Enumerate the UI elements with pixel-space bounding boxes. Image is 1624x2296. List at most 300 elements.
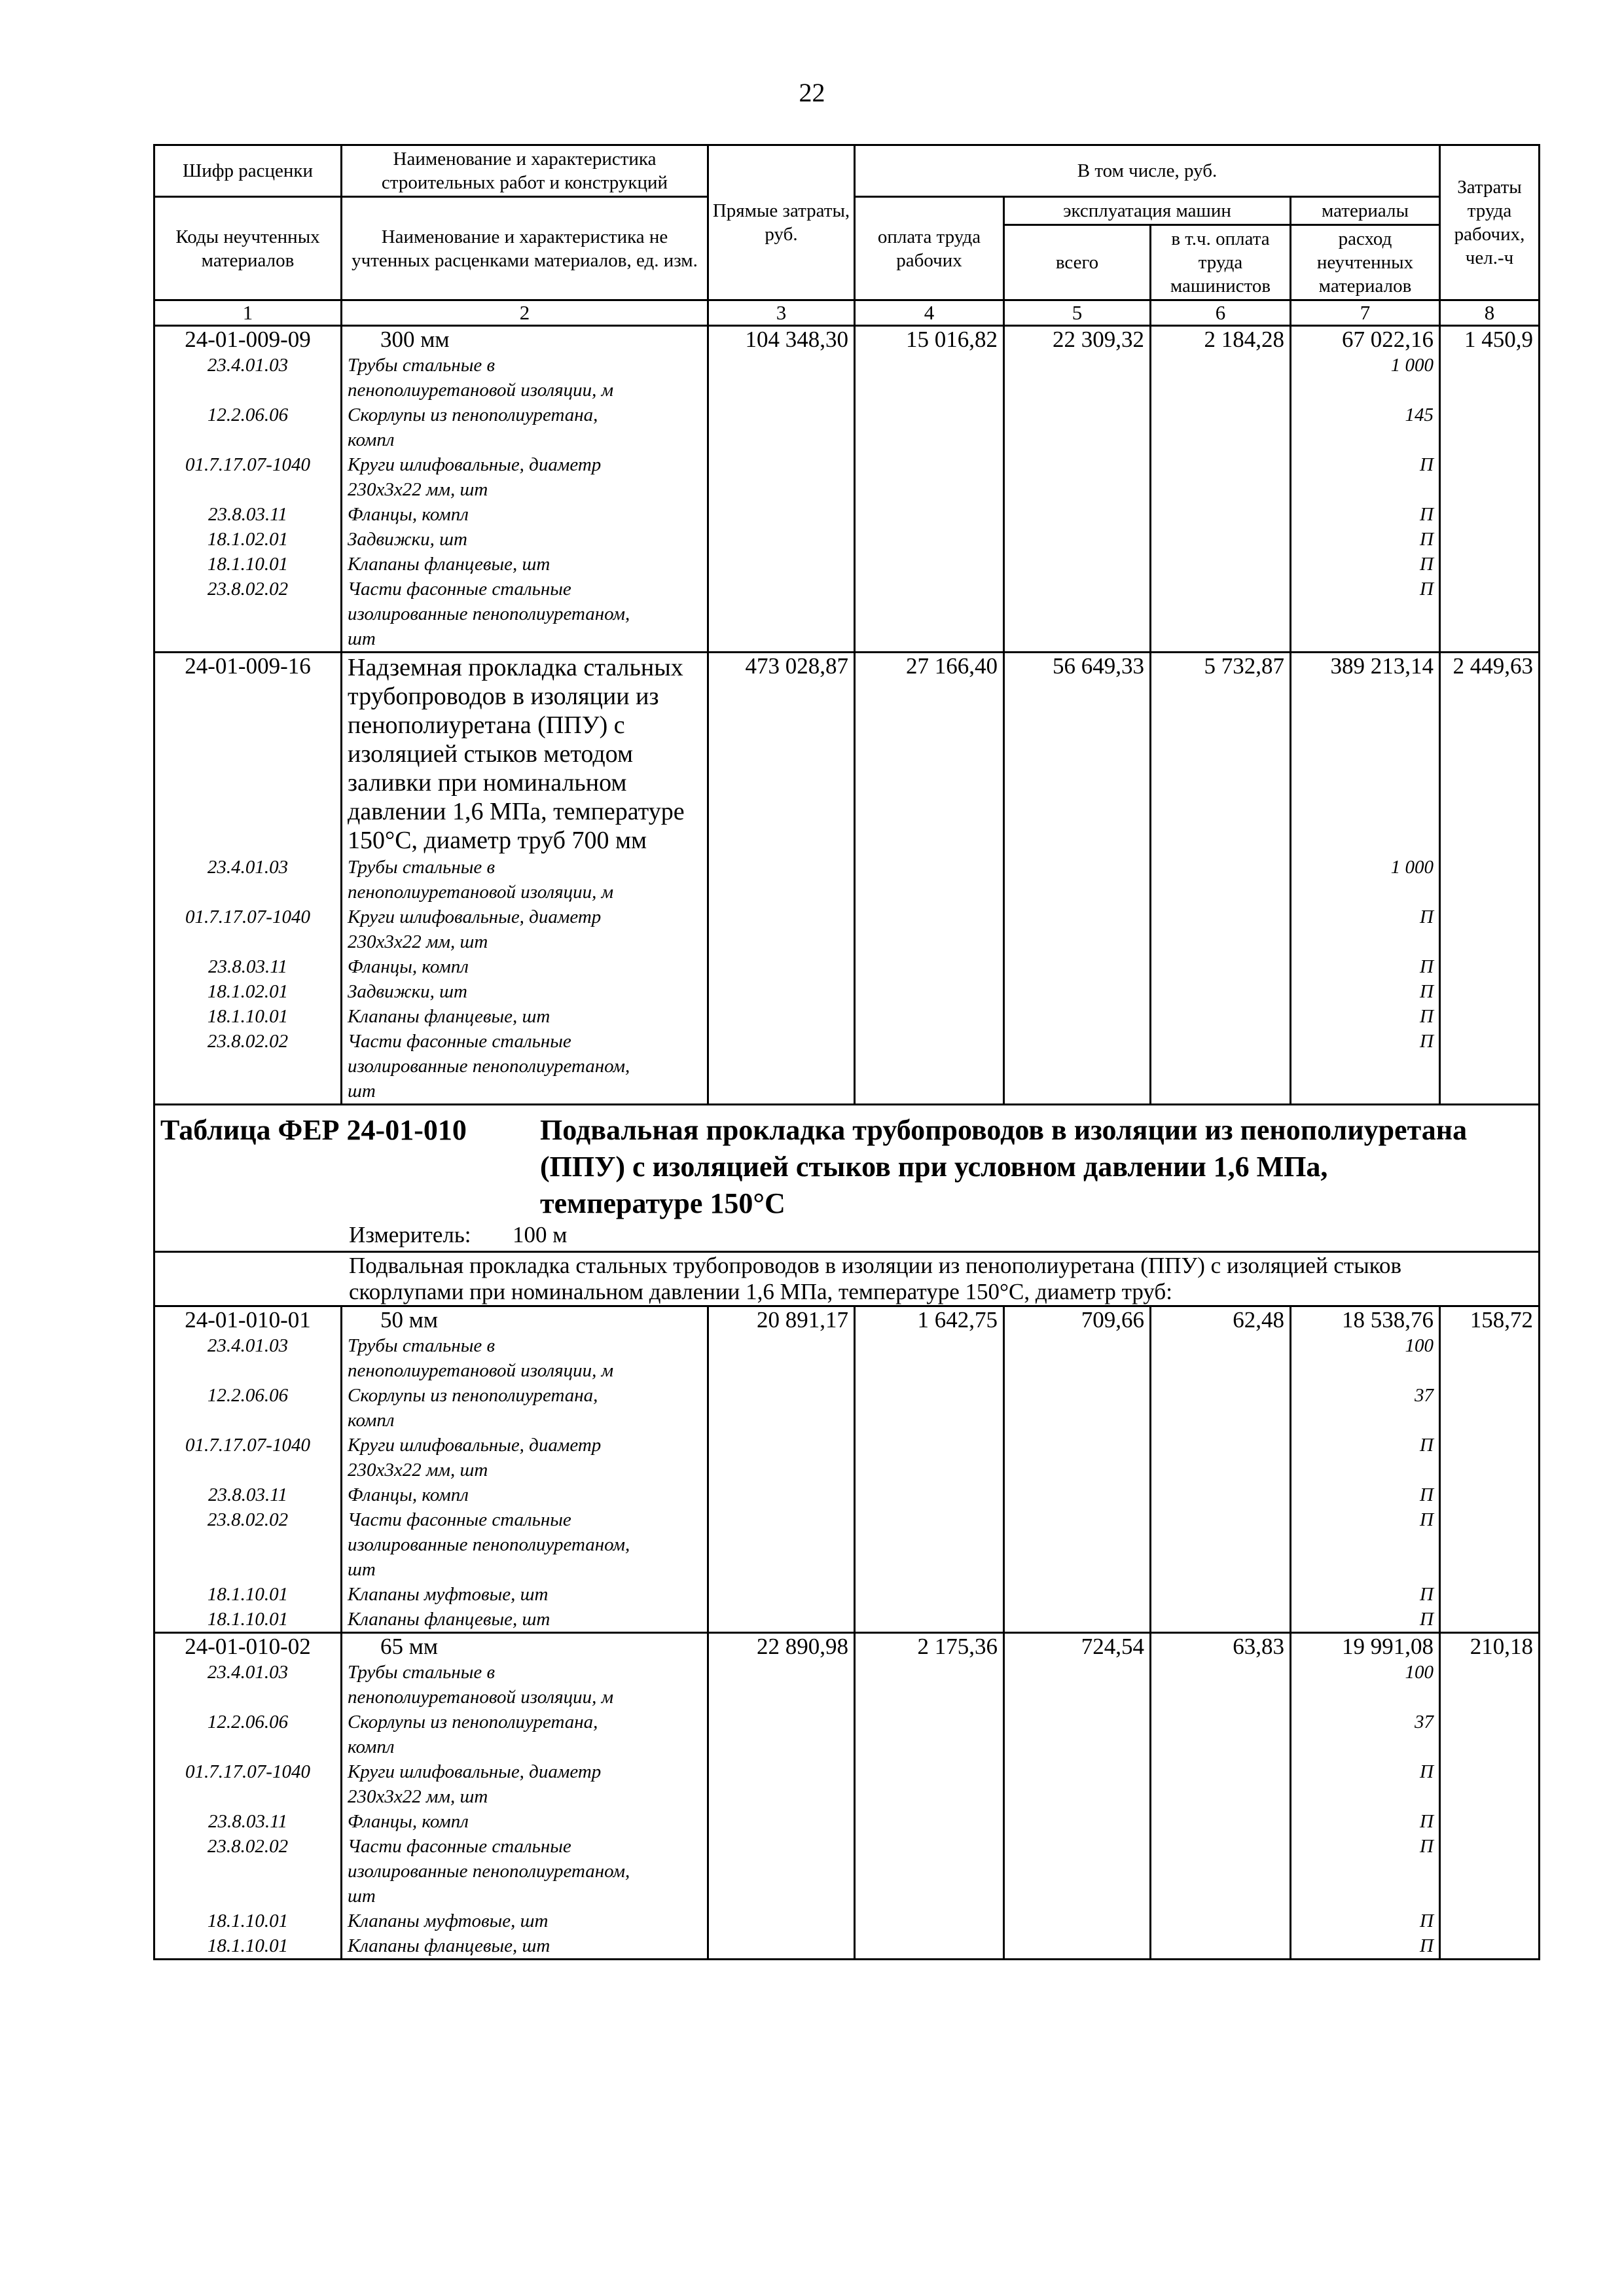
empty-cell — [1151, 855, 1291, 905]
empty-cell — [855, 1607, 1004, 1633]
machines-total: 56 649,33 — [1004, 653, 1151, 855]
header-machines-total: всего — [1004, 225, 1151, 300]
empty-cell — [1004, 552, 1151, 577]
empty-cell — [1440, 979, 1540, 1004]
material-row — [154, 1507, 1540, 1582]
table-description: Подвальная прокладка стальных трубопроводов в изоляции из пенополиуретана (ППУ) с изоляцией стыков скорлупами при номинальном давлении 1,6 МПа, температуре 150°С, диаметр труб: — [154, 1252, 1540, 1306]
material-code: 23.4.01.03 — [154, 353, 342, 403]
empty-cell — [708, 502, 855, 527]
material-code: 23.8.02.02 — [154, 1507, 342, 1582]
empty-cell — [1004, 1834, 1151, 1909]
material-name: Задвижки, шт — [342, 527, 708, 552]
empty-cell — [1151, 353, 1291, 403]
empty-cell — [855, 1004, 1004, 1029]
column-number: 7 — [1291, 300, 1440, 326]
empty-cell — [1004, 353, 1151, 403]
empty-cell — [1004, 855, 1151, 905]
header-machines: эксплуатация машин — [1004, 197, 1291, 225]
empty-cell — [708, 979, 855, 1004]
empty-cell — [1151, 577, 1291, 653]
material-code: 23.8.02.02 — [154, 1834, 342, 1909]
material-row — [154, 1482, 1540, 1507]
empty-cell — [1440, 527, 1540, 552]
material-qty: 100 — [1291, 1333, 1440, 1383]
direct-cost: 473 028,87 — [708, 653, 855, 855]
rate-row — [154, 653, 1540, 855]
material-name: Круги шлифовальные, диаметр 230х3х22 мм, шт — [342, 1759, 708, 1809]
empty-cell — [855, 1710, 1004, 1759]
material-qty: 145 — [1291, 403, 1440, 452]
material-qty: 100 — [1291, 1660, 1440, 1710]
empty-cell — [855, 954, 1004, 979]
empty-cell — [1151, 1710, 1291, 1759]
material-code: 23.8.03.11 — [154, 1482, 342, 1507]
empty-cell — [708, 1834, 855, 1909]
rate-code: 24-01-009-16 — [154, 653, 342, 855]
empty-cell — [708, 905, 855, 954]
empty-cell — [1151, 452, 1291, 502]
empty-cell — [1004, 1582, 1151, 1607]
material-qty: П — [1291, 1029, 1440, 1105]
labor-cost: 27 166,40 — [855, 653, 1004, 855]
empty-cell — [1440, 1582, 1540, 1607]
empty-cell — [1440, 1383, 1540, 1433]
material-row — [154, 403, 1540, 452]
material-name: Клапаны фланцевые, шт — [342, 1004, 708, 1029]
material-code: 23.8.02.02 — [154, 1029, 342, 1105]
material-qty: П — [1291, 1004, 1440, 1029]
empty-cell — [1440, 1933, 1540, 1960]
empty-cell — [1151, 1607, 1291, 1633]
empty-cell — [1004, 502, 1151, 527]
empty-cell — [1004, 954, 1151, 979]
material-code: 18.1.10.01 — [154, 1933, 342, 1960]
empty-cell — [855, 905, 1004, 954]
material-qty: П — [1291, 577, 1440, 653]
empty-cell — [1151, 527, 1291, 552]
direct-cost: 22 890,98 — [708, 1633, 855, 1660]
empty-cell — [855, 979, 1004, 1004]
empty-cell — [1004, 577, 1151, 653]
empty-cell — [1440, 1333, 1540, 1383]
empty-cell — [855, 1909, 1004, 1933]
empty-cell — [708, 1660, 855, 1710]
labor-hours: 158,72 — [1440, 1306, 1540, 1334]
empty-cell — [855, 1333, 1004, 1383]
material-name: Фланцы, компл — [342, 502, 708, 527]
empty-cell — [1004, 1433, 1151, 1482]
rate-name: 50 мм — [342, 1306, 708, 1334]
material-code: 23.4.01.03 — [154, 1333, 342, 1383]
column-number: 2 — [342, 300, 708, 326]
empty-cell — [855, 1433, 1004, 1482]
measure-label: Измеритель: — [349, 1222, 471, 1247]
material-row — [154, 1660, 1540, 1710]
empty-cell — [855, 1933, 1004, 1960]
material-name: Фланцы, компл — [342, 954, 708, 979]
rate-name: 300 мм — [342, 326, 708, 353]
empty-cell — [1440, 1660, 1540, 1710]
rate-name: 65 мм — [342, 1633, 708, 1660]
empty-cell — [1440, 1607, 1540, 1633]
empty-cell — [1004, 1909, 1151, 1933]
direct-cost: 20 891,17 — [708, 1306, 855, 1334]
material-qty: П — [1291, 552, 1440, 577]
empty-cell — [855, 1507, 1004, 1582]
empty-cell — [1151, 1660, 1291, 1710]
header-name-top: Наименование и характеристика строительных работ и конструкций — [342, 145, 708, 197]
material-row — [154, 1383, 1540, 1433]
header-labor-cost: Затраты труда рабочих, чел.-ч — [1440, 145, 1540, 300]
empty-cell — [855, 452, 1004, 502]
empty-cell — [855, 552, 1004, 577]
material-row — [154, 527, 1540, 552]
material-qty: П — [1291, 979, 1440, 1004]
material-name: Клапаны фланцевые, шт — [342, 1607, 708, 1633]
empty-cell — [855, 353, 1004, 403]
material-name: Трубы стальные в пенополиуретановой изоляции, м — [342, 855, 708, 905]
labor-cost: 15 016,82 — [855, 326, 1004, 353]
empty-cell — [1440, 452, 1540, 502]
material-row — [154, 1759, 1540, 1809]
material-qty: П — [1291, 1607, 1440, 1633]
machines-total: 22 309,32 — [1004, 326, 1151, 353]
machines-labor: 5 732,87 — [1151, 653, 1291, 855]
empty-cell — [708, 552, 855, 577]
machines-labor: 62,48 — [1151, 1306, 1291, 1334]
material-qty: П — [1291, 527, 1440, 552]
empty-cell — [708, 1333, 855, 1383]
empty-cell — [1440, 1809, 1540, 1834]
empty-cell — [1004, 1809, 1151, 1834]
empty-cell — [1151, 954, 1291, 979]
material-qty: П — [1291, 1759, 1440, 1809]
material-row — [154, 1809, 1540, 1834]
material-name: Круги шлифовальные, диаметр 230х3х22 мм, шт — [342, 905, 708, 954]
empty-cell — [1440, 905, 1540, 954]
empty-cell — [1004, 1933, 1151, 1960]
measure-value: 100 м — [513, 1222, 568, 1247]
material-row — [154, 1433, 1540, 1482]
material-row — [154, 1909, 1540, 1933]
material-name: Клапаны фланцевые, шт — [342, 1933, 708, 1960]
column-number: 3 — [708, 300, 855, 326]
header-codes: Коды неучтенных материалов — [154, 197, 342, 300]
header-direct: Прямые затраты, руб. — [708, 145, 855, 300]
material-code: 18.1.02.01 — [154, 979, 342, 1004]
material-row — [154, 905, 1540, 954]
direct-cost: 104 348,30 — [708, 326, 855, 353]
empty-cell — [708, 1507, 855, 1582]
empty-cell — [1151, 1933, 1291, 1960]
empty-cell — [708, 1004, 855, 1029]
empty-cell — [855, 1029, 1004, 1105]
empty-cell — [1004, 1759, 1151, 1809]
material-qty: П — [1291, 1482, 1440, 1507]
material-code: 01.7.17.07-1040 — [154, 1433, 342, 1482]
empty-cell — [708, 1909, 855, 1933]
material-row — [154, 1333, 1540, 1383]
empty-cell — [1440, 1909, 1540, 1933]
empty-cell — [855, 577, 1004, 653]
empty-cell — [1004, 1004, 1151, 1029]
materials-cost: 389 213,14 — [1291, 653, 1440, 855]
header-cipher: Шифр расценки — [154, 145, 342, 197]
empty-cell — [708, 1029, 855, 1105]
table-title: Подвальная прокладка трубопроводов в изоляции из пенополиуретана (ППУ) с изоляцией стыков при условном давлении 1,6 МПа, температуре 150°С — [540, 1114, 1468, 1219]
empty-cell — [855, 1660, 1004, 1710]
material-qty: 37 — [1291, 1710, 1440, 1759]
material-qty: П — [1291, 954, 1440, 979]
table-number: Таблица ФЕР 24-01-010 — [160, 1114, 467, 1146]
material-qty: П — [1291, 1809, 1440, 1834]
empty-cell — [1151, 1333, 1291, 1383]
material-qty: 37 — [1291, 1383, 1440, 1433]
empty-cell — [1004, 979, 1151, 1004]
material-qty: П — [1291, 1909, 1440, 1933]
empty-cell — [708, 1759, 855, 1809]
empty-cell — [1004, 905, 1151, 954]
header-incl: В том числе, руб. — [855, 145, 1440, 197]
empty-cell — [1440, 1834, 1540, 1909]
material-code: 12.2.06.06 — [154, 1710, 342, 1759]
empty-cell — [1440, 1507, 1540, 1582]
empty-cell — [708, 1433, 855, 1482]
material-row — [154, 1029, 1540, 1105]
material-qty: П — [1291, 1834, 1440, 1909]
empty-cell — [855, 1759, 1004, 1809]
empty-cell — [1440, 502, 1540, 527]
empty-cell — [1440, 1482, 1540, 1507]
empty-cell — [1004, 1507, 1151, 1582]
rate-row — [154, 326, 1540, 353]
empty-cell — [708, 577, 855, 653]
material-name: Клапаны муфтовые, шт — [342, 1582, 708, 1607]
rate-row — [154, 1633, 1540, 1660]
material-qty: П — [1291, 905, 1440, 954]
machines-total: 709,66 — [1004, 1306, 1151, 1334]
empty-cell — [1440, 1759, 1540, 1809]
header-machines-labor: в т.ч. оплата труда машинистов — [1151, 225, 1291, 300]
empty-cell — [1440, 552, 1540, 577]
material-name: Скорлупы из пенополиуретана, компл — [342, 1710, 708, 1759]
material-row — [154, 452, 1540, 502]
header-unaccounted: расход неучтенных материалов — [1291, 225, 1440, 300]
material-name: Клапаны фланцевые, шт — [342, 552, 708, 577]
empty-cell — [1151, 1582, 1291, 1607]
materials-cost: 18 538,76 — [1291, 1306, 1440, 1334]
labor-cost: 1 642,75 — [855, 1306, 1004, 1334]
material-name: Части фасонные стальные изолированные пенополиуретаном, шт — [342, 1507, 708, 1582]
empty-cell — [1440, 1710, 1540, 1759]
material-code: 18.1.10.01 — [154, 1582, 342, 1607]
empty-cell — [708, 452, 855, 502]
empty-cell — [1004, 1383, 1151, 1433]
empty-cell — [708, 527, 855, 552]
column-number: 5 — [1004, 300, 1151, 326]
empty-cell — [855, 1809, 1004, 1834]
material-row — [154, 979, 1540, 1004]
empty-cell — [1151, 502, 1291, 527]
empty-cell — [708, 1582, 855, 1607]
empty-cell — [1004, 527, 1151, 552]
column-number: 1 — [154, 300, 342, 326]
material-name: Скорлупы из пенополиуретана, компл — [342, 1383, 708, 1433]
material-code: 12.2.06.06 — [154, 403, 342, 452]
empty-cell — [708, 353, 855, 403]
empty-cell — [1151, 1029, 1291, 1105]
empty-cell — [1440, 1433, 1540, 1482]
material-code: 18.1.10.01 — [154, 1909, 342, 1933]
empty-cell — [855, 1582, 1004, 1607]
material-row — [154, 1834, 1540, 1909]
material-qty: 1 000 — [1291, 855, 1440, 905]
empty-cell — [1151, 1383, 1291, 1433]
material-code: 18.1.10.01 — [154, 1607, 342, 1633]
material-row — [154, 855, 1540, 905]
material-qty: П — [1291, 1933, 1440, 1960]
material-qty: П — [1291, 1582, 1440, 1607]
material-name: Трубы стальные в пенополиуретановой изоляции, м — [342, 1333, 708, 1383]
material-name: Фланцы, компл — [342, 1809, 708, 1834]
material-row — [154, 353, 1540, 403]
material-name: Части фасонные стальные изолированные пенополиуретаном, шт — [342, 1834, 708, 1909]
empty-cell — [855, 1482, 1004, 1507]
empty-cell — [1151, 1004, 1291, 1029]
empty-cell — [708, 403, 855, 452]
empty-cell — [855, 527, 1004, 552]
empty-cell — [1151, 1909, 1291, 1933]
labor-hours: 210,18 — [1440, 1633, 1540, 1660]
table-heading — [154, 1105, 1540, 1252]
labor-hours: 2 449,63 — [1440, 653, 1540, 855]
material-qty: 1 000 — [1291, 353, 1440, 403]
materials-cost: 67 022,16 — [1291, 326, 1440, 353]
empty-cell — [1004, 452, 1151, 502]
empty-cell — [855, 1834, 1004, 1909]
empty-cell — [855, 502, 1004, 527]
empty-cell — [708, 1482, 855, 1507]
empty-cell — [1004, 1710, 1151, 1759]
material-code: 23.8.03.11 — [154, 502, 342, 527]
material-code: 23.4.01.03 — [154, 1660, 342, 1710]
material-code: 23.4.01.03 — [154, 855, 342, 905]
material-name: Клапаны муфтовые, шт — [342, 1909, 708, 1933]
labor-hours: 1 450,9 — [1440, 326, 1540, 353]
rate-name: Надземная прокладка стальных трубопроводов в изоляции из пенополиуретана (ППУ) с изоляцией стыков методом заливки при номинальном давлении 1,6 МПа, температуре 150°С, диаметр труб 700 мм — [342, 653, 708, 855]
header-name-bottom: Наименование и характеристика не учтенных расценками материалов, ед. изм. — [342, 197, 708, 300]
material-row — [154, 1933, 1540, 1960]
measure-unit — [160, 1222, 1533, 1248]
materials-cost: 19 991,08 — [1291, 1633, 1440, 1660]
material-code: 18.1.10.01 — [154, 552, 342, 577]
material-row — [154, 577, 1540, 653]
empty-cell — [708, 1933, 855, 1960]
material-name: Круги шлифовальные, диаметр 230х3х22 мм, шт — [342, 452, 708, 502]
empty-cell — [1004, 1482, 1151, 1507]
material-row — [154, 954, 1540, 979]
material-name: Круги шлифовальные, диаметр 230х3х22 мм, шт — [342, 1433, 708, 1482]
labor-cost: 2 175,36 — [855, 1633, 1004, 1660]
empty-cell — [1151, 1482, 1291, 1507]
header-materials: материалы — [1291, 197, 1440, 225]
machines-total: 724,54 — [1004, 1633, 1151, 1660]
empty-cell — [1151, 1507, 1291, 1582]
empty-cell — [855, 855, 1004, 905]
empty-cell — [855, 1383, 1004, 1433]
material-name: Трубы стальные в пенополиуретановой изоляции, м — [342, 1660, 708, 1710]
material-code: 23.8.02.02 — [154, 577, 342, 653]
material-row — [154, 1004, 1540, 1029]
material-row — [154, 1582, 1540, 1607]
material-row — [154, 1607, 1540, 1633]
material-qty: П — [1291, 502, 1440, 527]
machines-labor: 2 184,28 — [1151, 326, 1291, 353]
empty-cell — [1004, 1660, 1151, 1710]
material-row — [154, 1710, 1540, 1759]
empty-cell — [1151, 403, 1291, 452]
material-name: Части фасонные стальные изолированные пенополиуретаном, шт — [342, 577, 708, 653]
rate-row — [154, 1306, 1540, 1334]
empty-cell — [1440, 403, 1540, 452]
material-code: 18.1.10.01 — [154, 1004, 342, 1029]
rate-code: 24-01-010-02 — [154, 1633, 342, 1660]
empty-cell — [708, 1383, 855, 1433]
empty-cell — [1151, 1759, 1291, 1809]
empty-cell — [1151, 552, 1291, 577]
material-code: 01.7.17.07-1040 — [154, 1759, 342, 1809]
empty-cell — [708, 1809, 855, 1834]
empty-cell — [1004, 1607, 1151, 1633]
empty-cell — [1151, 1433, 1291, 1482]
empty-cell — [1440, 1004, 1540, 1029]
column-number: 8 — [1440, 300, 1540, 326]
column-number: 6 — [1151, 300, 1291, 326]
empty-cell — [708, 1607, 855, 1633]
empty-cell — [1004, 403, 1151, 452]
material-name: Фланцы, компл — [342, 1482, 708, 1507]
material-name: Трубы стальные в пенополиуретановой изоляции, м — [342, 353, 708, 403]
material-name: Скорлупы из пенополиуретана, компл — [342, 403, 708, 452]
material-row — [154, 502, 1540, 527]
material-code: 18.1.02.01 — [154, 527, 342, 552]
empty-cell — [1151, 1834, 1291, 1909]
empty-cell — [1151, 1809, 1291, 1834]
empty-cell — [1440, 1029, 1540, 1105]
page-number: 22 — [799, 78, 825, 107]
header-labor: оплата труда рабочих — [855, 197, 1004, 300]
empty-cell — [1004, 1029, 1151, 1105]
material-code: 23.8.03.11 — [154, 954, 342, 979]
material-code: 01.7.17.07-1040 — [154, 452, 342, 502]
empty-cell — [1440, 954, 1540, 979]
material-qty: П — [1291, 452, 1440, 502]
column-number: 4 — [855, 300, 1004, 326]
rate-code: 24-01-009-09 — [154, 326, 342, 353]
empty-cell — [708, 1710, 855, 1759]
material-code: 01.7.17.07-1040 — [154, 905, 342, 954]
empty-cell — [1151, 905, 1291, 954]
machines-labor: 63,83 — [1151, 1633, 1291, 1660]
empty-cell — [1440, 577, 1540, 653]
material-code: 12.2.06.06 — [154, 1383, 342, 1433]
empty-cell — [1440, 855, 1540, 905]
empty-cell — [855, 403, 1004, 452]
material-name: Задвижки, шт — [342, 979, 708, 1004]
empty-cell — [1440, 353, 1540, 403]
empty-cell — [708, 855, 855, 905]
rate-code: 24-01-010-01 — [154, 1306, 342, 1334]
